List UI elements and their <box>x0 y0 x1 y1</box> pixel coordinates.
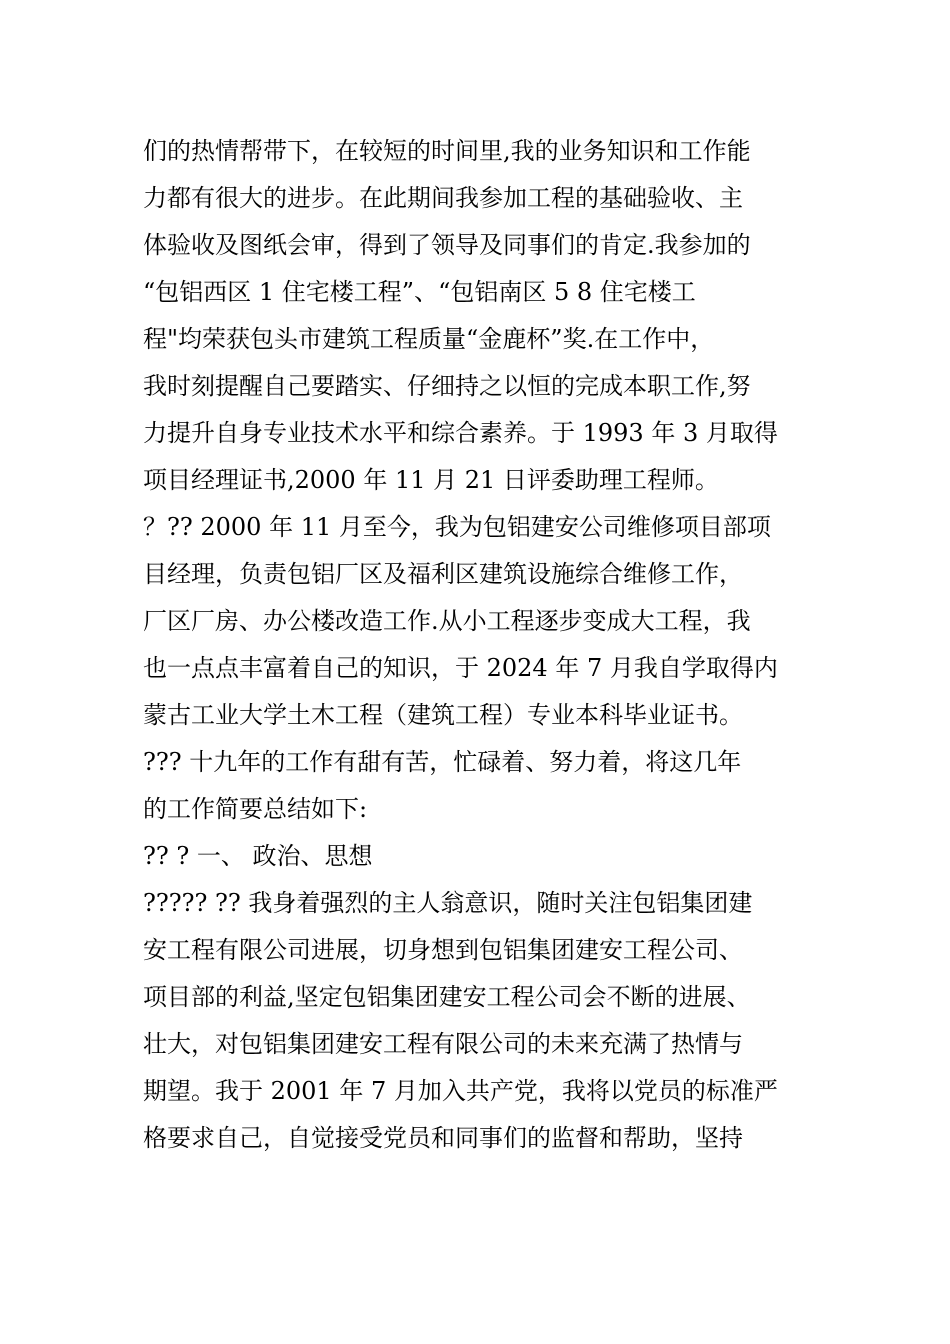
text-line: 期望。我于 2001 年 7 月加入共产党，我将以党员的标准严 <box>143 1077 778 1105</box>
text-line: 们的热情帮带下，在较短的时间里,我的业务知识和工作能 <box>143 137 751 165</box>
text-line: 蒙古工业大学土木工程（建筑工程）专业本科毕业证书。 <box>143 701 743 729</box>
text-line: 壮大，对包铝集团建安工程有限公司的未来充满了热情与 <box>143 1030 743 1058</box>
text-line: 目经理，负责包铝厂区及福利区建筑设施综合维修工作， <box>143 560 743 588</box>
text-line: ??? 十九年的工作有甜有苦，忙碌着、努力着，将这几年 <box>143 748 742 776</box>
text-line: 体验收及图纸会审，得到了领导及同事们的肯定.我参加的 <box>143 231 751 259</box>
text-line: ????? ?? 我身着强烈的主人翁意识，随时关注包铝集团建 <box>143 889 753 917</box>
body-text <box>143 128 813 1162</box>
text-line: 安工程有限公司进展，切身想到包铝集团建安工程公司、 <box>143 936 743 964</box>
text-line: 我时刻提醒自己要踏实、仔细持之以恒的完成本职工作,努 <box>143 372 751 400</box>
text-line: 也一点点丰富着自己的知识，于 2024 年 7 月我自学取得内 <box>143 654 778 682</box>
text-line: ？?? 2000 年 11 月至今，我为包铝建安公司维修项目部项 <box>143 513 771 541</box>
section-heading: ?? ? 一、 政治、思想 <box>143 842 373 870</box>
text-line: “包铝西区 1 住宅楼工程”、“包铝南区 5 8 住宅楼工 <box>143 278 696 306</box>
text-line: 格要求自己，自觉接受党员和同事们的监督和帮助，坚持 <box>143 1124 743 1152</box>
text-line: 项目部的利益,坚定包铝集团建安工程公司会不断的进展、 <box>143 983 751 1011</box>
text-line: 力提升自身专业技术水平和综合素养。于 1993 年 3 月取得 <box>143 419 778 447</box>
text-line: 力都有很大的进步。在此期间我参加工程的基础验收、主 <box>143 184 743 212</box>
text-line: 厂区厂房、办公楼改造工作.从小工程逐步变成大工程，我 <box>143 607 751 635</box>
text-line: 程"均荣获包头市建筑工程质量“金鹿杯”奖.在工作中， <box>143 325 715 353</box>
text-line: 的工作简要总结如下: <box>143 795 368 823</box>
text-line: 项目经理证书,2000 年 11 月 21 日评委助理工程师。 <box>143 466 719 494</box>
